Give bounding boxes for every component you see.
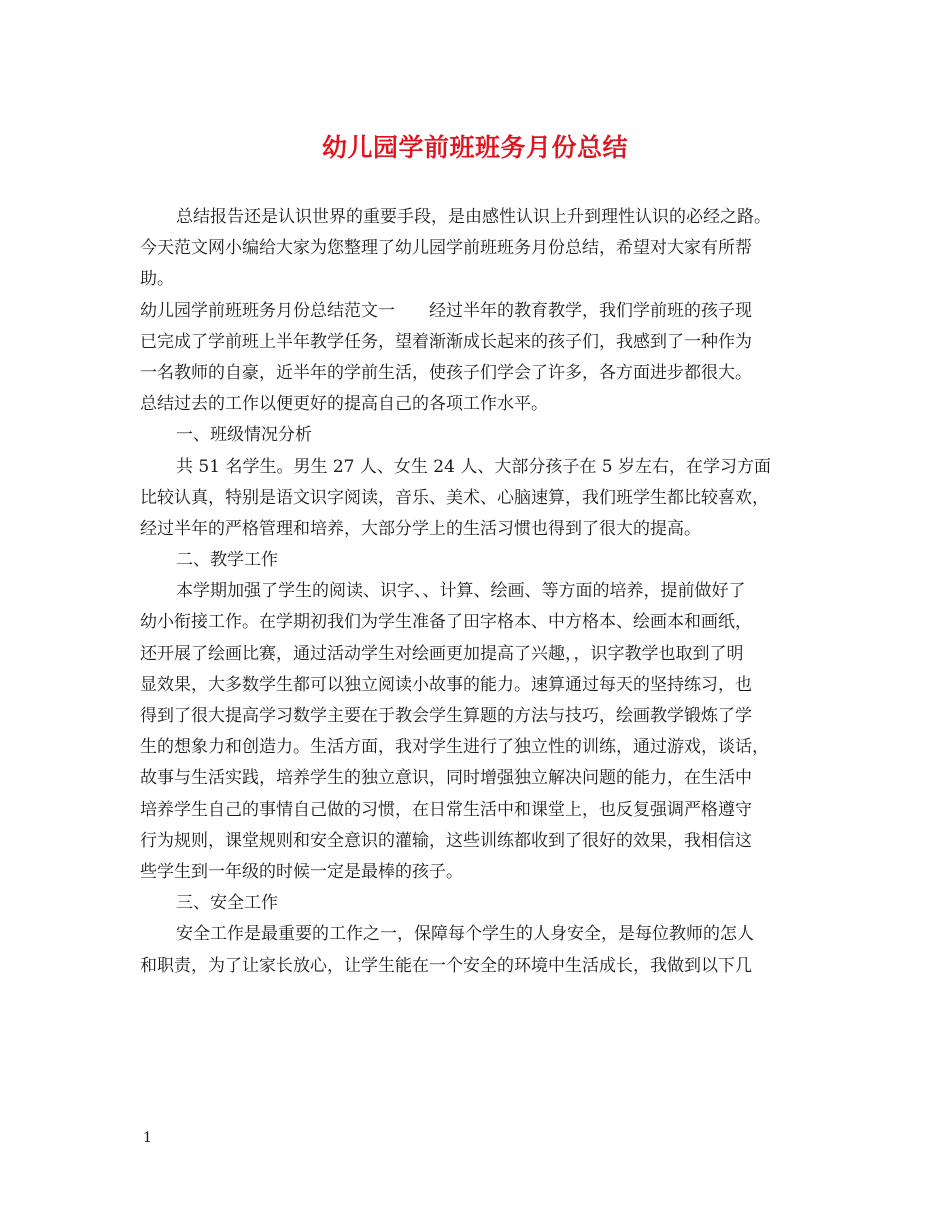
paragraph-line: 故事与生活实践，培养学生的独立意识，同时增强独立解决问题的能力，在生活中 bbox=[140, 768, 752, 789]
section-heading: 一、班级情况分析 bbox=[176, 425, 312, 446]
paragraph-text: 经过半年的教育教学，我们学前班的孩子现 bbox=[429, 300, 752, 321]
section-heading: 三、安全工作 bbox=[176, 893, 278, 914]
sample-heading: 幼儿园学前班班务月份总结范文一 bbox=[140, 300, 395, 321]
paragraph-line: 比较认真，特别是语文识字阅读，音乐、美术、心脑速算，我们班学生都比较喜欢， bbox=[140, 487, 769, 508]
paragraph-line: 得到了很大提高学习数学主要在于教会学生算题的方法与技巧，绘画教学锻炼了学 bbox=[140, 706, 752, 726]
paragraph-line: 一名教师的自豪，近半年的学前生活，使孩子们学会了许多，各方面进步都很大。 bbox=[140, 362, 752, 383]
document-title: 幼儿园学前班班务月份总结 bbox=[321, 133, 628, 162]
paragraph-line: 今天范文网小编给大家为您整理了幼儿园学前班班务月份总结，希望对大家有所帮 bbox=[140, 238, 752, 259]
paragraph-line: 幼小衔接工作。在学期初我们为学生准备了田字格本、中方格本、绘画本和画纸， bbox=[140, 612, 752, 633]
paragraph-line: 已完成了学前班上半年教学任务，望着渐渐成长起来的孩子们，我感到了一种作为 bbox=[140, 331, 752, 352]
paragraph-line: 些学生到一年级的时候一定是最棒的孩子。 bbox=[140, 861, 463, 882]
paragraph-line: 共 51 名学生。男生 27 人、女生 24 人、大部分孩子在 5 岁左右，在学习方面 bbox=[176, 456, 771, 477]
paragraph-line: 本学期加强了学生的阅读、识字、、计算、绘画、等方面的培养，提前做好了 bbox=[176, 581, 746, 602]
paragraph-line: 生的想象力和创造力。生活方面，我对学生进行了独立性的训练，通过游戏，谈话， bbox=[140, 737, 769, 758]
paragraph-line: 经过半年的严格管理和培养，大部分学上的生活习惯也得到了很大的提高。 bbox=[140, 518, 701, 539]
paragraph-line bbox=[140, 296, 840, 327]
paragraph-line: 和职责，为了让家长放心，让学生能在一个安全的环境中生活成长，我做到以下几 bbox=[140, 955, 752, 976]
paragraph-line: 显效果，大多数学生都可以独立阅读小故事的能力。速算通过每天的坚持练习，也 bbox=[140, 674, 752, 695]
paragraph-line: 安全工作是最重要的工作之一，保障每个学生的人身安全，是每位教师的怎人 bbox=[176, 924, 754, 945]
paragraph-line: 助。 bbox=[140, 269, 174, 290]
paragraph-line: 还开展了绘画比赛，通过活动学生对绘画更加提高了兴趣，，识字教学也取到了明 bbox=[140, 643, 744, 664]
paragraph-line: 培养学生自己的事情自己做的习惯，在日常生活中和课堂上，也反复强调严格遵守 bbox=[140, 799, 752, 820]
paragraph-line: 总结过去的工作以便更好的提高自己的各项工作水平。 bbox=[140, 394, 548, 415]
paragraph-line: 总结报告还是认识世界的重要手段，是由感性认识上升到理性认识的必经之路。 bbox=[176, 207, 771, 227]
paragraph-line: 行为规则，课堂规则和安全意识的灌输，这些训练都收到了很好的效果，我相信这 bbox=[140, 830, 752, 851]
document-body bbox=[140, 202, 840, 982]
section-heading: 二、教学工作 bbox=[176, 550, 278, 571]
page-number: 1 bbox=[143, 1130, 152, 1146]
